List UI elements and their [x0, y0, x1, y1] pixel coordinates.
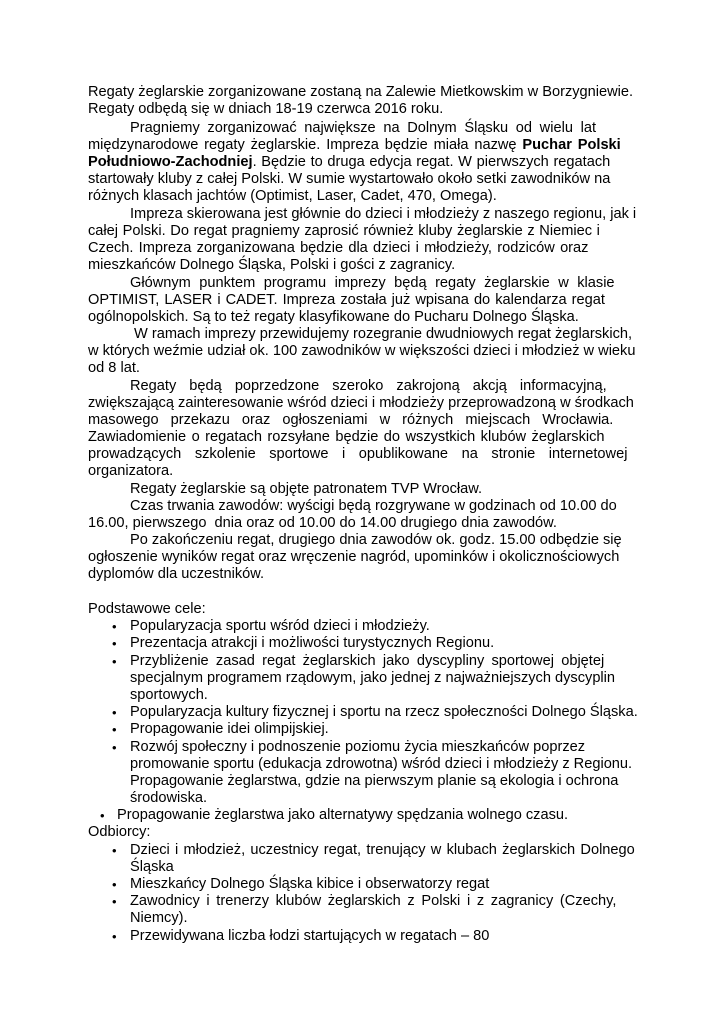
- paragraph-line: Pragniemy zorganizować największe na Dolnym Śląsku od wielu lat: [130, 120, 597, 136]
- paragraph-line: 16.00, pierwszego dnia oraz od 10.00 do 14.00 drugiego dnia zawodów.: [88, 515, 557, 531]
- paragraph-line: OPTIMIST, LASER i CADET. Impreza została już wpisana do kalendarza regat: [88, 292, 605, 308]
- paragraph-line: Południowo-Zachodniej. Będzie to druga edycja regat. W pierwszych regatach: [88, 154, 611, 170]
- paragraph-line: w których weźmie udział ok. 100 zawodników w większości dzieci i młodzież w wieku: [88, 343, 636, 359]
- goal-item-continued: specjalnym programem rządowym, jako jednej z najważniejszych dyscyplin: [130, 670, 616, 686]
- goal-item: Popularyzacja sportu wśród dzieci i młodzieży.: [130, 618, 430, 634]
- goal-item: Prezentacja atrakcji i możliwości turystycznych Regionu.: [130, 635, 495, 651]
- bullet-icon: •: [112, 636, 117, 651]
- bullet-icon: •: [112, 705, 117, 720]
- paragraph-line: Regaty żeglarskie są objęte patronatem TVP Wrocław.: [130, 481, 483, 497]
- recipient-item: Dzieci i młodzież, uczestnicy regat, trenujący w klubach żeglarskich Dolnego: [130, 842, 635, 858]
- bullet-icon: •: [112, 722, 117, 737]
- bullet-icon: •: [112, 740, 117, 755]
- goal-item-continued: Propagowanie żeglarstwa, gdzie na pierwszym planie są ekologia i ochrona: [130, 773, 619, 789]
- recipient-item: Zawodnicy i trenerzy klubów żeglarskich z Polski i z zagranicy (Czechy,: [130, 893, 617, 909]
- paragraph-line: mieszkańców Dolnego Śląska, Polski i gości z zagranicy.: [88, 257, 456, 273]
- paragraph-line: międzynarodowe regaty żeglarskie. Impreza będzie miała nazwę Puchar Polski: [88, 137, 621, 153]
- recipient-item: Przewidywana liczba łodzi startujących w regatach – 80: [130, 928, 490, 944]
- paragraph-line: od 8 lat.: [88, 360, 140, 376]
- paragraph-line: zwiększającą zainteresowanie wśród dzieci i młodzieży przeprowadzoną w środkach: [88, 395, 634, 411]
- paragraph-line: Czech. Impreza zorganizowana będzie dla dzieci i młodzieży, rodziców oraz: [88, 240, 589, 256]
- goal-item-continued: sportowych.: [130, 687, 208, 703]
- paragraph-line: masowego przekazu oraz ogłoszeniami w różnych miejscach Wrocławia.: [88, 412, 614, 428]
- intro-line: Regaty odbędą się w dniach 18-19 czerwca 2016 roku.: [88, 101, 444, 117]
- bullet-icon: •: [112, 929, 117, 944]
- paragraph-line: Impreza skierowana jest głównie do dzieci i młodzieży z naszego regionu, jak i: [130, 206, 637, 222]
- paragraph-line: startowały kluby z całej Polski. W sumie wystartowało około setki zawodników na: [88, 171, 611, 187]
- goal-item: Przybliżenie zasad regat żeglarskich jako dyscypliny sportowej objętej: [130, 653, 605, 669]
- goals-heading: Podstawowe cele:: [88, 601, 206, 617]
- bullet-icon: •: [112, 894, 117, 909]
- goal-item: Rozwój społeczny i podnoszenie poziomu życia mieszkańców poprzez: [130, 739, 586, 755]
- paragraph-line: Po zakończeniu regat, drugiego dnia zawodów ok. godz. 15.00 odbędzie się: [130, 532, 622, 548]
- intro-line: Regaty żeglarskie zorganizowane zostaną na Zalewie Mietkowskim w Borzygniewie.: [88, 84, 634, 100]
- event-name-bold: Puchar Polski: [522, 137, 621, 153]
- goal-item: Propagowanie idei olimpijskiej.: [130, 721, 329, 737]
- paragraph-line: W ramach imprezy przewidujemy rozegranie dwudniowych regat żeglarskich,: [130, 326, 633, 342]
- bullet-icon: •: [112, 877, 117, 892]
- paragraph-line: Czas trwania zawodów: wyścigi będą rozgrywane w godzinach od 10.00 do: [130, 498, 617, 514]
- paragraph-line: ogłoszenie wyników regat oraz wręczenie nagród, upominków i okolicznościowych: [88, 549, 620, 565]
- bullet-icon: •: [112, 843, 117, 858]
- paragraph-line: Regaty będą poprzedzone szeroko zakrojoną akcją informacyjną,: [130, 378, 607, 394]
- recipient-item-continued: Niemcy).: [130, 910, 188, 926]
- recipient-item-continued: Śląska: [130, 859, 174, 875]
- recipient-item: Mieszkańcy Dolnego Śląska kibice i obserwatorzy regat: [130, 876, 490, 892]
- paragraph-line: całej Polski. Do regat pragniemy zaprosić również kluby żeglarskie z Niemiec i: [88, 223, 600, 239]
- bullet-icon: •: [112, 654, 117, 669]
- goal-item-continued: promowanie sportu (edukacja zdrowotna) wśród dzieci i młodzieży z Regionu.: [130, 756, 633, 772]
- event-name-bold: Południowo-Zachodniej: [88, 154, 253, 170]
- bullet-icon: •: [100, 808, 105, 823]
- paragraph-line: Zawiadomienie o regatach rozsyłane będzie do wszystkich klubów żeglarskich: [88, 429, 605, 445]
- bullet-icon: •: [112, 619, 117, 634]
- goal-item-continued: środowiska.: [130, 790, 208, 806]
- paragraph-line: prowadzących szkolenie sportowe i opublikowane na stronie internetowej: [88, 446, 628, 462]
- paragraph-line: Głównym punktem programu imprezy będą regaty żeglarskie w klasie: [130, 275, 615, 291]
- goal-item: Propagowanie żeglarstwa jako alternatywy spędzania wolnego czasu.: [117, 807, 569, 823]
- recipients-heading: Odbiorcy:: [88, 824, 151, 840]
- paragraph-line: ogólnopolskich. Są to też regaty klasyfikowane do Pucharu Dolnego Śląska.: [88, 309, 579, 325]
- paragraph-line: różnych klasach jachtów (Optimist, Laser, Cadet, 470, Omega).: [88, 188, 497, 204]
- paragraph-line: dyplomów dla uczestników.: [88, 566, 265, 582]
- paragraph-line: organizatora.: [88, 463, 174, 479]
- goal-item: Popularyzacja kultury fizycznej i sportu na rzecz społeczności Dolnego Śląska.: [130, 704, 638, 720]
